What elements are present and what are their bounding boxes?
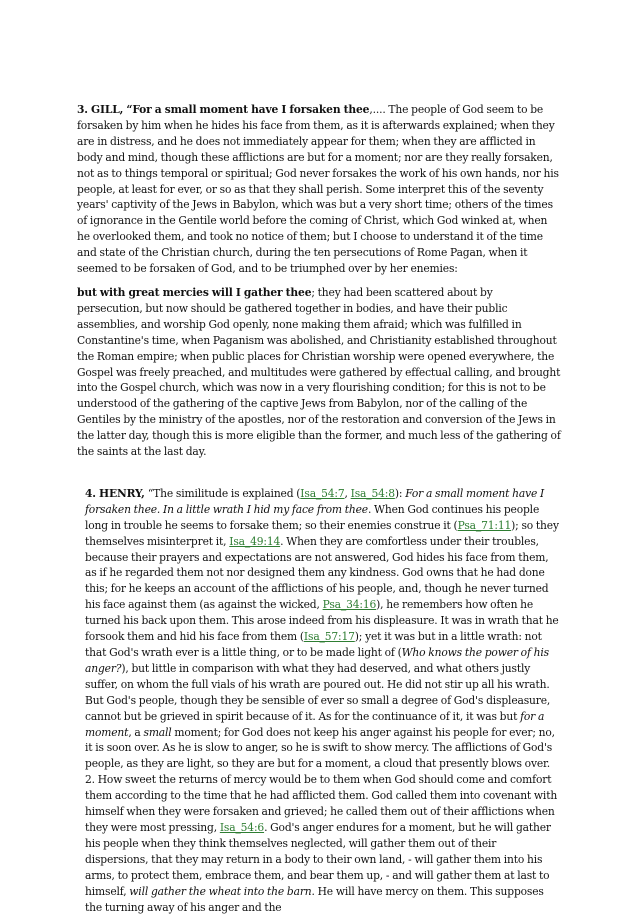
henry-paragraph <box>77 486 561 915</box>
document-page <box>77 102 561 915</box>
scripture-link[interactable]: Isa_54:8 <box>350 486 395 500</box>
scripture-link[interactable]: Isa_49:14 <box>229 534 281 548</box>
henry-text: ); so they themselves misinterpret it, <box>85 518 559 548</box>
gill-quote-bold: but with great mercies will I gather thee <box>77 285 312 299</box>
henry-italic-quote: will gather the wheat into the barn <box>129 884 312 898</box>
henry-heading: 4. HENRY, <box>85 486 148 500</box>
henry-text: moment; for God does not keep his anger against his people for ever; no, it is soon over. As he is slow to anger, so he is swift to show mercy. The afflictions of God's people, as they are light, so they are but for a moment, a cloud that presently blows over. 2. How sweet the returns of mercy would be to them when God should come and comfort them according to the time that he had afflicted them. God called them into covenant with himself when they were forsaken and grieved; he called them out of their afflictions when they were most pressing, <box>85 725 558 834</box>
gill-paragraph-1 <box>77 102 561 277</box>
henry-text: . When they are comfortless under their troubles, because their prayers and expectations are not answered, God hides his face from them, as if he regarded them not nor designed them any kindness. God owns that he had done this; for he keeps an account of the afflictions of his people, and, though he never turned his face against them (as against the wicked, <box>85 534 549 612</box>
henry-text: ); yet it was but in a little wrath: not that God's wrath ever is a little thing, or to be made light of ( <box>85 630 542 659</box>
henry-italic-quote: Who knows the power of his anger? <box>85 646 549 675</box>
gill-paragraph-1-text: ,.... The people of God seem to be forsaken by him when he hides his face from them, as it is afterwards explained; when they are in distress, and he does not immediately appear for them; when they are afflicted in body and mind, though these afflictions are but for a moment; nor are they really forsaken, not as to things temporal or spiritual; God never forsakes the work of his own hands, nor his people, at least for ever, or so as that they shall perish. Some interpret this of the seventy years' captivity of the Jews in Babylon, which was but a very short time; others of the times of ignorance in the Gentile world before the coming of Christ, which God winked at, when he overlooked them, and took no notice of them; but I choose to understand it of the time and state of the Christian church, during the ten persecutions of Rome Pagan, when it seemed to be forsaken of God, and to be triumphed over by her enemies: <box>77 103 559 276</box>
henry-text: . God's anger endures for a moment, but he will gather his people when they think themselves neglected, will gather them out of their dispersions, that they may return in a body to their own land, - will gather them into his arms, to protect them, embrace them, and bear them up, - and will gather them at last to himself, <box>85 820 551 898</box>
henry-text: “The similitude is explained ( <box>147 486 301 500</box>
henry-italic-quote: For a small moment have I forsaken thee. In a little wrath I hid my face from thee <box>85 486 545 516</box>
scripture-link[interactable]: Isa_57:17 <box>303 630 355 644</box>
henry-text: . He will have mercy on them. This supposes the turning away of his anger and the <box>85 884 544 914</box>
henry-text: , a <box>128 725 144 739</box>
henry-text: , <box>344 486 351 500</box>
henry-italic-quote: for a moment <box>85 709 545 739</box>
henry-text: ): <box>394 486 406 500</box>
scripture-link[interactable]: Psa_71:11 <box>457 518 512 532</box>
scripture-link[interactable]: Psa_34:16 <box>322 598 377 612</box>
henry-italic-quote: small <box>143 725 172 739</box>
section-spacer <box>77 460 561 486</box>
scripture-link[interactable]: Isa_54:7 <box>300 486 345 500</box>
gill-heading: 3. GILL, “For a small moment have I forsaken thee <box>77 103 370 116</box>
paragraph-spacer <box>77 277 561 285</box>
gill-paragraph-2 <box>77 285 561 460</box>
henry-text: . When God continues his people long in trouble he seems to forsake them; so their enemies construe it ( <box>85 502 540 532</box>
scripture-link[interactable]: Isa_54:6 <box>219 820 265 834</box>
henry-text: ), but little in comparison with what they had deserved, and what others justly suffer, on whom the full vials of his wrath are poured out. He did not stir up all his wrath. But God's people, though they be sensible of ever so small a degree of God's displeasure, cannot but be grieved in spirit because of it. As for the continuance of it, it was but <box>85 661 551 723</box>
gill-paragraph-2-text: ; they had been scattered about by persecution, but now should be gathered together in bodies, and have their public assemblies, and worship God openly, none making them afraid; which was fulfilled in Constantine's time, when Paganism was abolished, and Christianity established throughout the Roman empire; when public places for Christian worship were opened everywhere, the Gospel was freely preached, and multitudes were gathered by effectual calling, and brought into the Gospel church, which was now in a very flourishing condition; for this is not to be understood of the gathering of the captive Jews from Babylon, nor of the calling of the Gentiles by the ministry of the apostles, nor of the restoration and conversion of the Jews in the latter day, though this is more eligible than the former, and much less of the gathering of the saints at the last day. <box>77 285 561 459</box>
henry-text: ), he remembers how often he turned his back upon them. This arose indeed from his displeasure. It was in wrath that he forsook them and hid his face from them ( <box>85 598 559 644</box>
